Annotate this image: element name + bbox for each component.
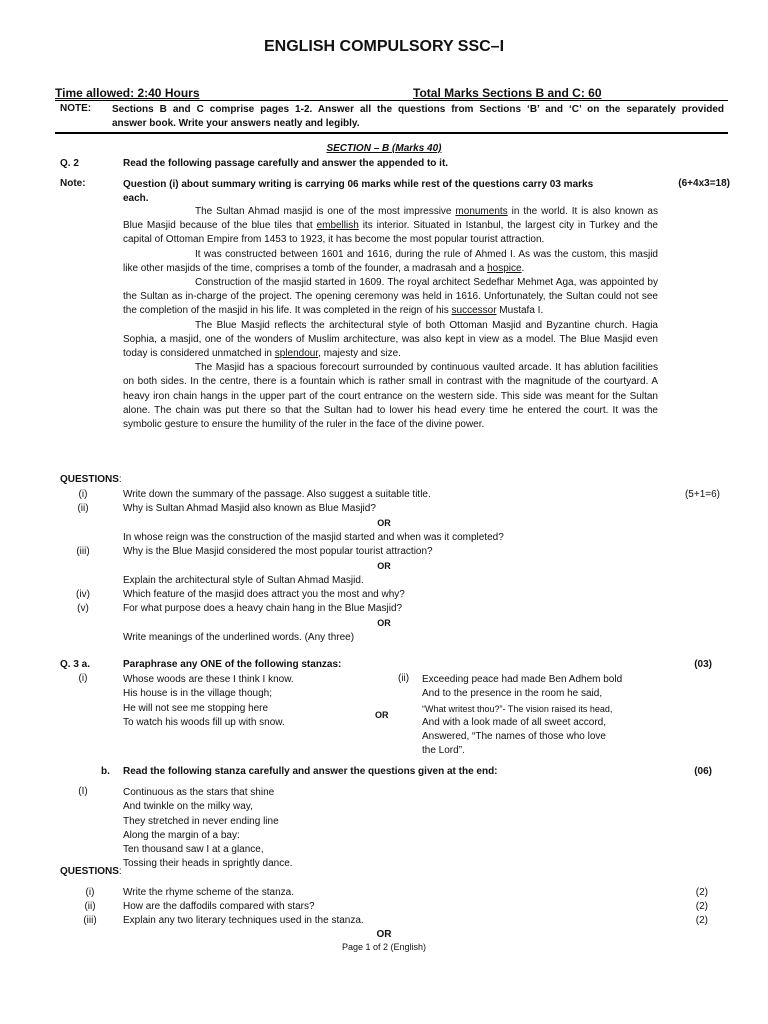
stanza-ii-num: (ii) — [398, 673, 410, 684]
q3b-i-num: (i) — [85, 887, 95, 898]
q2-i-marks: (5+1=6) — [684, 489, 720, 500]
stanza-line: Along the margin of a bay: — [123, 829, 240, 841]
passage — [123, 205, 658, 432]
q2-i: Write down the summary of the passage. Also suggest a suitable title. — [123, 489, 431, 500]
q2-ii: Why is Sultan Ahmad Masjid also known as Blue Masjid? — [123, 503, 376, 514]
q2-instruction: Read the following passage carefully and answer the appended to it. — [123, 158, 449, 169]
underlined-word: splendour — [274, 348, 319, 360]
or-label: OR — [375, 710, 389, 720]
passage-paragraph-4 — [123, 319, 658, 362]
stanza-i-num: (i) — [78, 673, 88, 684]
passage-text: . — [521, 262, 525, 274]
stanza-line: To watch his woods fill up with snow. — [123, 716, 285, 728]
stanza-line: Ten thousand saw I at a glance, — [123, 844, 264, 856]
q3-questions-heading — [60, 866, 122, 877]
q3b-i: Write the rhyme scheme of the stanza. — [123, 887, 295, 898]
q2-marks: (6+4x3=18) — [678, 178, 730, 189]
or-label: OR — [376, 929, 392, 940]
q2-iv-num: (iv) — [76, 589, 90, 600]
q2-i-num: (i) — [78, 489, 88, 500]
stanza-line: Answered, “The names of those who love — [422, 731, 606, 743]
q3a-instruction: Paraphrase any ONE of the following stanzas: — [123, 659, 342, 670]
page-title: ENGLISH COMPULSORY SSC–I — [263, 38, 505, 55]
stanza-line: They stretched in never ending line — [123, 815, 279, 827]
stanza-line: His house is in the village though; — [123, 688, 272, 700]
q2-iii: Why is the Blue Masjid considered the most popular tourist attraction? — [123, 546, 433, 557]
stanza-line: “What writest thou?”- The vision raised its head, — [422, 703, 613, 714]
stanza-line: And twinkle on the milky way, — [123, 801, 253, 813]
q3b-ii-marks: (2) — [695, 901, 708, 912]
note-line-1: Sections B and C comprise pages 1-2. Answer all the questions from Sections ‘B’ and ‘C’ on the separately provided — [112, 104, 724, 115]
q3b-label: b. — [101, 766, 110, 777]
section-b-heading: SECTION – B (Marks 40) — [326, 143, 442, 154]
q3b-marks: (06) — [694, 766, 712, 777]
passage-text: The Blue Masjid reflects the architectural style of both Ottoman Masjid and Byzantine church. Hagia Sophia, a masjid, one of the wonders of Muslim architecture, was also kept in view as a model. The Blue Masjid even today is considered unmatched in — [123, 319, 658, 360]
stanza-i — [123, 673, 294, 730]
passage-text: It was constructed between 1601 and 1616, during the rule of Ahmed I. As was the custom, this masjid like other masjids of the time, comprises a tomb of the founder, a madrasah and a — [123, 248, 658, 274]
underlined-word: monuments — [455, 206, 508, 217]
stanza-ii — [422, 673, 622, 759]
passage-text: , majesty and size. — [318, 348, 401, 360]
q2-v: For what purpose does a heavy chain hang in the Blue Masjid? — [123, 603, 403, 614]
questions-label: QUESTIONS — [60, 866, 119, 877]
or-label: OR — [377, 618, 391, 628]
passage-paragraph-3 — [123, 276, 658, 319]
underlined-word: successor — [451, 305, 497, 317]
questions-colon: : — [118, 866, 122, 877]
note-line-2: answer book. Write your answers neatly and legibly. — [112, 118, 360, 129]
questions-colon: : — [118, 474, 122, 485]
q2-iii-alt: Explain the architectural style of Sultan Ahmad Masjid. — [123, 575, 364, 586]
q2-iii-num: (iii) — [76, 546, 90, 557]
q3b-iii-num: (iii) — [83, 915, 97, 926]
q3a-marks: (03) — [694, 659, 712, 670]
page-footer: Page 1 of 2 (English) — [341, 942, 427, 952]
stanza — [123, 786, 293, 872]
q2-ii-alt: In whose reign was the construction of the masjid started and when was it completed? — [123, 532, 504, 543]
or-label: OR — [377, 561, 391, 571]
q3b-ii: How are the daffodils compared with stars? — [123, 901, 315, 912]
q2-v-alt: Write meanings of the underlined words. (Any three) — [123, 632, 355, 643]
q3-label: Q. 3 a. — [60, 659, 91, 670]
q2-ii-num: (ii) — [77, 503, 89, 514]
q3b-iii-marks: (2) — [695, 915, 708, 926]
passage-text: The Sultan Ahmad masjid is one of the most impressive — [195, 206, 456, 217]
note-text — [112, 103, 724, 131]
underlined-word: hospice — [487, 262, 522, 274]
stanza-line: Continuous as the stars that shine — [123, 787, 275, 798]
stanza-num: (I) — [78, 786, 88, 797]
q3b-i-marks: (2) — [695, 887, 708, 898]
stanza-line: And to the presence in the room he said, — [422, 688, 603, 700]
stanza-line: Exceeding peace had made Ben Adhem bold — [422, 674, 623, 685]
q2-v-num: (v) — [77, 603, 89, 614]
q3b-instruction: Read the following stanza carefully and answer the questions given at the end: — [123, 766, 498, 777]
q3b-ii-num: (ii) — [84, 901, 96, 912]
passage-text: Construction of the masjid started in 1609. The royal architect Sedefhar Mehmet Aga, was appointed by the Sultan as in-charge of the project. The opening ceremony was held in 1616. Unfortunately, the Sultan could not see the completion of the masjid in his life. It was completed in the reign of his — [123, 277, 658, 317]
stanza-line: And with a look made of all sweet accord, — [422, 716, 606, 728]
passage-text: in the world. It is also known as Blue Masjid because of the blue tiles that — [123, 206, 658, 232]
or-label: OR — [377, 518, 391, 528]
q2-note-line-1: Question (i) about summary writing is carrying 06 marks while rest of the questions carry 03 marks — [123, 179, 594, 190]
note-rule — [55, 132, 728, 134]
q2-note-line-2: each. — [123, 193, 149, 204]
time-allowed: Time allowed: 2:40 Hours — [55, 86, 200, 100]
q2-label: Q. 2 — [60, 158, 79, 169]
questions-label: QUESTIONS — [60, 474, 119, 485]
passage-paragraph-5: The Masjid has a spacious forecourt surrounded by continuous vaulted arcade. It has ablution facilities on both sides. In the centre, there is a fountain which is rather small in contrast with the magnitude of the courtyard. A heavy iron chain hangs in the upper part of the court entrance on the western side. This side was meant for the Sultan alone. The chain was put there so that the Sultan had to lower his head every time he entered the court. It was the symbolic gesture to ensure the humility of the ruler in the face of the divine power. — [123, 362, 658, 431]
underlined-word: embellish — [316, 220, 359, 232]
stanza-line: Tossing their heads in sprightly dance. — [123, 858, 293, 870]
total-marks: Total Marks Sections B and C: 60 — [413, 86, 602, 100]
stanza-line: the Lord”. — [422, 745, 465, 757]
questions-heading — [60, 474, 122, 485]
passage-text: its interior. Situated in Istanbul, the largest city in Turkey and the capital of Ottoman Empire from 1453 to 1923, it has become the most popular tourist attraction. — [123, 220, 658, 246]
passage-paragraph-1 — [123, 205, 658, 248]
stanza-line: He will not see me stopping here — [123, 702, 269, 714]
note-label: NOTE: — [60, 103, 92, 114]
q3b-iii: Explain any two literary techniques used in the stanza. — [123, 915, 364, 926]
stanza-line: Whose woods are these I think I know. — [123, 674, 294, 685]
q2-iv: Which feature of the masjid does attract you the most and why? — [123, 589, 405, 600]
passage-paragraph-2 — [123, 248, 658, 276]
header-rule — [55, 100, 728, 101]
q2-note-label: Note: — [60, 178, 86, 189]
q2-note — [123, 178, 663, 206]
passage-text: Mustafa I. — [496, 305, 544, 317]
